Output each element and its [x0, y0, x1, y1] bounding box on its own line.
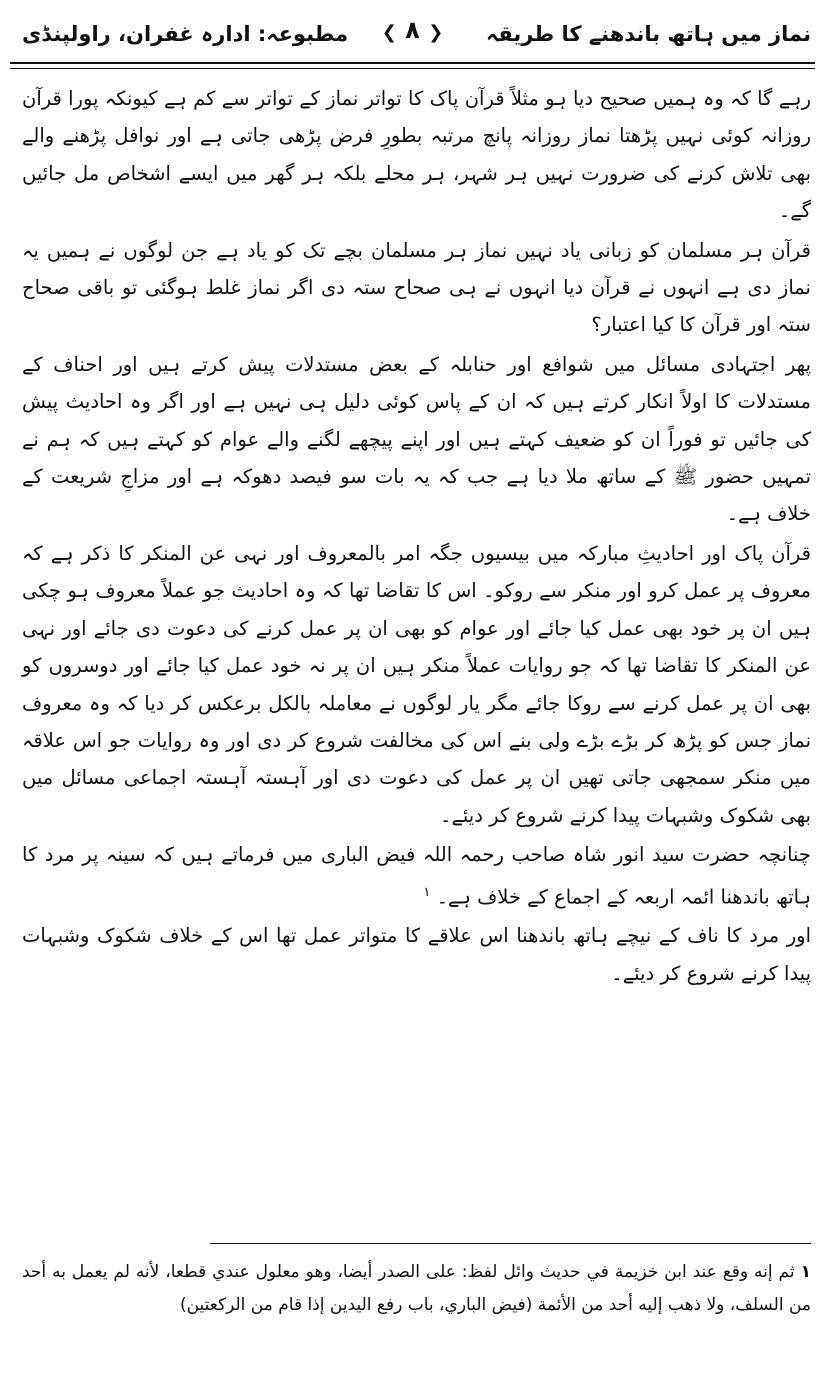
paragraph-3: پھر اجتہادی مسائل میں شوافع اور حنابلہ کے بعض مستدلات پیش کرتے ہیں اور احناف کے مستدلات کا اولاً انکار کرتے ہیں کہ ان کے پاس کوئی دلیل ہی نہیں ہے اور اگر وہ احادیث پیش کی جائیں تو فوراً ان کو ضعیف کہتے ہیں اور اپنے پیچھے لگنے والے عوام کو کہتے ہیں کہ ہم نے تمہیں حضور ﷺ کے ساتھ ملا دیا ہے جب کہ یہ بات سو فیصد دھوکہ ہے اور مزاجِ شریعت کے خلاف ہے۔ — [22, 352, 811, 526]
ornament-right-icon: ❯ — [428, 22, 444, 43]
page-header — [14, 10, 811, 62]
header-rule-thick — [10, 62, 815, 64]
footnote — [22, 1256, 811, 1322]
book-title: نماز میں ہاتھ باندھنے کا طریقہ — [486, 22, 811, 46]
body-text — [22, 80, 811, 992]
footnote-text: ثم إنه وقع عند ابن خزيمة في حديث وائل لفظ: على الصدر أيضا، وهو معلول عندي قطعا، لأنه لم يعمل به أحد من السلف، ولا ذهب إليه أحد من الأئمة (فيض الباري، باب رفع اليدين إذا قام من الركعتين) — [22, 1262, 811, 1315]
footnote-rule — [210, 1243, 811, 1244]
paragraph-2: قرآن ہر مسلمان کو زبانی یاد نہیں نماز ہر مسلمان بچے تک کو یاد ہے جن لوگوں نے ہمیں یہ نماز دی ہے انہوں نے قرآن دیا انہوں نے ہی صحاح ستہ دی اگر نماز غلط ہوگئی تو باقی صحاح ستہ اور قرآن کا کیا اعتبار؟ — [22, 238, 811, 337]
page-number — [382, 16, 444, 44]
header-rule-thin — [10, 68, 815, 69]
paragraph-1: رہے گا کہ وہ ہمیں صحیح دیا ہو مثلاً قرآن پاک کا تواتر نماز کے تواتر سے کم ہے کیونکہ پورا قرآن روزانہ کوئی نہیں پڑھتا نماز روزانہ پانچ مرتبہ بطورِ فرض پڑھی جاتی ہے اور نوافل پڑھنے والے بھی تلاش کرنے کی ضرورت نہیں ہر شہر، ہر محلے بلکہ ہر گھر میں ایسے اشخاص مل جائیں گے۔ — [22, 87, 811, 223]
paragraph-6: اور مرد کا ناف کے نیچے ہاتھ باندھنا اس علاقے کا متواتر عمل تھا اس کے خلاف شکوک وشبہات پیدا کرنے شروع کر دیئے۔ — [22, 924, 811, 985]
ornament-left-icon: ❮ — [381, 22, 397, 43]
paragraph-5-text: چنانچہ حضرت سید انور شاہ صاحب رحمہ اللہ فیض الباری میں فرماتے ہیں کہ سینہ پر مرد کا ہاتھ باندھنا ائمہ اربعہ کے اجماع کے خلاف ہے۔ — [22, 843, 811, 909]
paragraph-4: قرآن پاک اور احادیثِ مبارکہ میں بیسیوں جگہ امر بالمعروف اور نہی عن المنکر کا ذکر ہے کہ معروف پر عمل کرو اور منکر سے روکو۔ اس کا تقاضا تھا کہ وہ احادیث جو عملاً معروف ہو چکی ہیں ان پر خود بھی عمل کیا جائے اور عوام کو بھی ان پر عمل کرنے کی دعوت دی جائے اور نہی عن المنکر کا تقاضا تھا کہ جو روایات عملاً منکر ہیں ان پر نہ خود عمل کیا جائے اور دوسروں کو بھی ان پر عمل کرنے سے روکا جائے مگر یار لوگوں نے معاملہ بالکل برعکس کر دیا کہ وہ معروف نماز جس کو پڑھ کر بڑے بڑے ولی بنے اس کی مخالفت شروع کر دی اور وہ روایات جو اس علاقہ میں منکر سمجھی جاتی تھیں ان پر عمل کی دعوت دی اور آہستہ آہستہ اجماعی مسائل میں بھی شکوک وشبہات پیدا کرنے شروع کر دیئے۔ — [22, 541, 811, 827]
publisher-line: مطبوعہ: ادارہ غفران، راولپنڈی — [22, 22, 349, 46]
footnote-marker: ۱ — [800, 1262, 811, 1282]
page-number-value: ۸ — [405, 16, 420, 44]
footnote-reference: ۱ — [423, 884, 431, 900]
paragraph-5 — [22, 836, 811, 915]
